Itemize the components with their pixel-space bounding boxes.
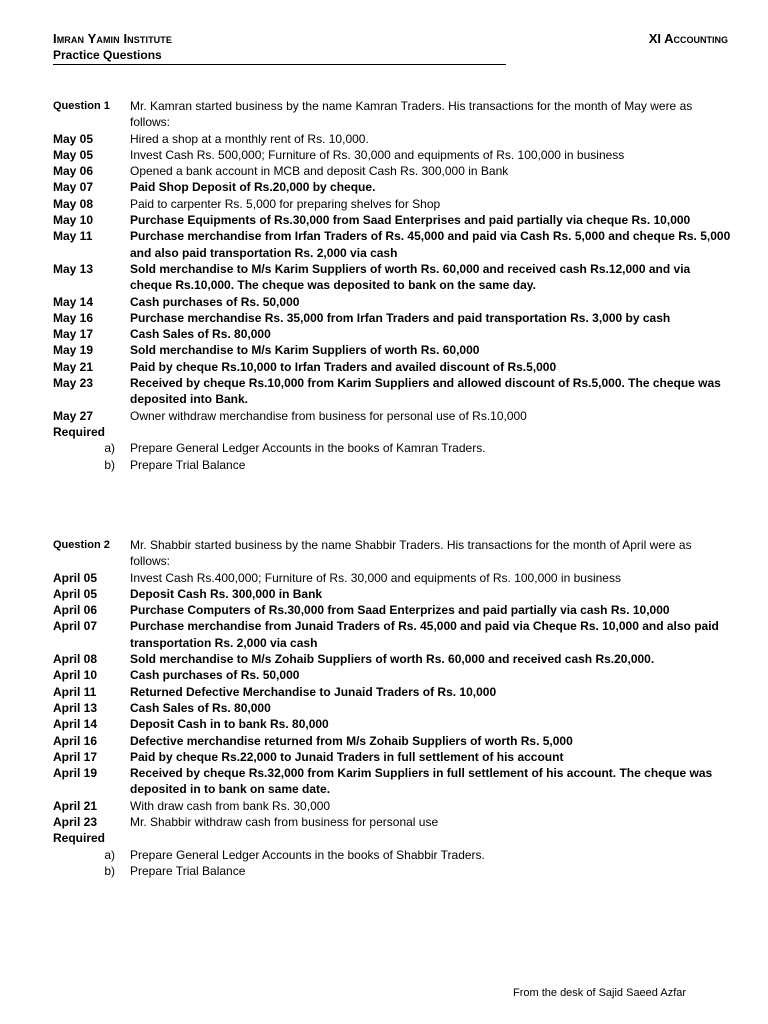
required-item-letter: a): [104, 847, 115, 862]
course-title: XI Accounting: [648, 31, 728, 46]
transaction-row: [53, 586, 733, 602]
transaction-date: May 23: [53, 376, 94, 391]
transaction-row: [53, 684, 733, 700]
transaction-date: April 16: [53, 733, 98, 748]
transaction-date: May 21: [53, 359, 94, 374]
transaction-row: [53, 261, 733, 294]
transaction-date: April 21: [53, 798, 98, 813]
transaction-text: Sold merchandise to M/s Karim Suppliers of worth Rs. 60,000 and received cash Rs.12,000 and via cheque Rs.10,000. The cheque was deposited to bank on the same day.: [130, 261, 691, 293]
transaction-row: [53, 602, 733, 618]
transaction-date: May 17: [53, 327, 94, 342]
transaction-text: Cash purchases of Rs. 50,000: [130, 668, 300, 683]
transaction-text: Received by cheque Rs.32,000 from Karim Suppliers in full settlement of his account. The cheque was deposited in to bank on same date.: [130, 766, 713, 797]
transaction-date: May 08: [53, 196, 94, 211]
transaction-date: April 13: [53, 700, 98, 715]
transaction-date: April 07: [53, 619, 98, 634]
transaction-text: Cash purchases of Rs. 50,000: [130, 294, 300, 309]
question-label: Question 2: [53, 539, 110, 551]
transaction-text: Owner withdraw merchandise from business for personal use of Rs.10,000: [130, 408, 527, 423]
transaction-text: Purchase merchandise from Junaid Traders of Rs. 45,000 and paid via Cheque Rs. 10,000 and also paid transportation Rs. 2,000 via cash: [130, 619, 719, 650]
required-item-text: Prepare General Ledger Accounts in the books of Kamran Traders.: [130, 441, 486, 456]
required-heading: Required: [53, 831, 106, 846]
transaction-date: May 11: [53, 229, 93, 244]
required-item-letter: b): [104, 863, 115, 878]
transaction-date: May 16: [53, 310, 94, 325]
transaction-row: [53, 212, 733, 228]
transaction-row: [53, 765, 733, 798]
transaction-row: [53, 326, 733, 342]
transaction-date: May 05: [53, 131, 94, 146]
transaction-date: April 19: [53, 766, 98, 781]
transaction-text: Purchase Computers of Rs.30,000 from Saad Enterprizes and paid partially via cash Rs. 10,000: [130, 603, 670, 618]
institute-name: Imran Yamin Institute: [53, 31, 172, 46]
transaction-row: [53, 814, 733, 830]
question-label: Question 1: [53, 100, 110, 112]
required-item-text: Prepare General Ledger Accounts in the books of Shabbir Traders.: [130, 847, 485, 862]
required-item: [53, 863, 733, 879]
transaction-row: [53, 342, 733, 358]
transaction-date: May 19: [53, 343, 94, 358]
required-item-text: Prepare Trial Balance: [130, 863, 246, 878]
transaction-list: [53, 570, 733, 831]
transaction-text: Defective merchandise returned from M/s Zohaib Suppliers of worth Rs. 5,000: [130, 733, 573, 748]
question-intro: Mr. Kamran started business by the name Kamran Traders. His transactions for the month of May were as follows:: [130, 99, 693, 130]
transaction-row: [53, 179, 733, 195]
transaction-text: Mr. Shabbir withdraw cash from business for personal use: [130, 815, 439, 830]
transaction-text: Cash Sales of Rs. 80,000: [130, 700, 271, 715]
required-heading: Required: [53, 424, 106, 439]
transaction-row: [53, 651, 733, 667]
transaction-row: [53, 131, 733, 147]
transaction-text: Purchase merchandise from Irfan Traders of Rs. 45,000 and paid via Cash Rs. 5,000 and cheque Rs. 5,000 and also paid transportation Rs. 2,000 via cash: [130, 229, 731, 260]
transaction-text: Hired a shop at a monthly rent of Rs. 10,000.: [130, 131, 369, 146]
transaction-row: [53, 749, 733, 765]
transaction-text: Deposit Cash Rs. 300,000 in Bank: [130, 586, 323, 601]
transaction-date: May 07: [53, 180, 94, 195]
transaction-date: April 05: [53, 586, 98, 601]
document-subtitle: Practice Questions: [53, 48, 162, 62]
transaction-row: [53, 570, 733, 586]
required-item-letter: a): [104, 441, 115, 456]
transaction-text: Invest Cash Rs.400,000; Furniture of Rs. 30,000 and equipments of Rs. 100,000 in business: [130, 570, 621, 585]
transaction-date: May 27: [53, 408, 94, 423]
transaction-text: Received by cheque Rs.10,000 from Karim Suppliers and allowed discount of Rs.5,000. The cheque was deposited into Bank.: [130, 376, 721, 407]
transaction-list: [53, 131, 733, 424]
transaction-text: Returned Defective Merchandise to Junaid Traders of Rs. 10,000: [130, 684, 497, 699]
transaction-text: Purchase merchandise Rs. 35,000 from Irfan Traders and paid transportation Rs. 3,000 by cash: [130, 310, 671, 325]
transaction-row: [53, 294, 733, 310]
question-2: [53, 537, 733, 879]
transaction-row: [53, 618, 733, 651]
transaction-row: [53, 375, 733, 408]
question-1: [53, 98, 733, 473]
transaction-text: Paid by cheque Rs.10,000 to Irfan Traders and availed discount of Rs.5,000: [130, 359, 557, 374]
question-intro-row: [53, 98, 733, 131]
transaction-text: Sold merchandise to M/s Zohaib Suppliers of worth Rs. 60,000 and received cash Rs.20,000.: [130, 652, 655, 667]
transaction-date: April 05: [53, 570, 98, 585]
transaction-date: May 06: [53, 164, 94, 179]
header-divider: [53, 64, 506, 65]
transaction-date: April 06: [53, 603, 98, 618]
transaction-text: Purchase Equipments of Rs.30,000 from Saad Enterprises and paid partially via cheque Rs. 10,000: [130, 213, 691, 228]
required-item: [53, 440, 733, 456]
transaction-text: Invest Cash Rs. 500,000; Furniture of Rs. 30,000 and equipments of Rs. 100,000 in business: [130, 147, 625, 162]
required-item-text: Prepare Trial Balance: [130, 457, 246, 472]
header-left: [53, 30, 508, 63]
transaction-date: April 17: [53, 749, 98, 764]
transaction-row: [53, 408, 733, 424]
transaction-date: April 14: [53, 717, 98, 732]
transaction-row: [53, 733, 733, 749]
question-intro: Mr. Shabbir started business by the name Shabbir Traders. His transactions for the month of April were as follows:: [130, 538, 692, 569]
transaction-row: [53, 147, 733, 163]
transaction-row: [53, 798, 733, 814]
transaction-text: Paid by cheque Rs.22,000 to Junaid Traders in full settlement of his account: [130, 749, 564, 764]
required-item: [53, 847, 733, 863]
footer-credit: From the desk of Sajid Saeed Azfar: [513, 987, 687, 999]
transaction-row: [53, 667, 733, 683]
transaction-row: [53, 310, 733, 326]
required-item-letter: b): [104, 457, 115, 472]
transaction-row: [53, 700, 733, 716]
transaction-text: Paid Shop Deposit of Rs.20,000 by cheque.: [130, 180, 376, 195]
transaction-text: Paid to carpenter Rs. 5,000 for preparing shelves for Shop: [130, 196, 441, 211]
required-heading-row: [53, 830, 733, 846]
transaction-date: May 05: [53, 147, 94, 162]
transaction-row: [53, 228, 733, 261]
question-intro-row: [53, 537, 733, 570]
required-item: [53, 457, 733, 473]
transaction-date: April 08: [53, 652, 98, 667]
transaction-row: [53, 359, 733, 375]
transaction-text: Deposit Cash in to bank Rs. 80,000: [130, 717, 329, 732]
transaction-date: May 14: [53, 294, 94, 309]
transaction-text: Cash Sales of Rs. 80,000: [130, 327, 271, 342]
transaction-row: [53, 716, 733, 732]
transaction-date: May 10: [53, 213, 94, 228]
transaction-date: April 11: [53, 684, 97, 699]
transaction-row: [53, 196, 733, 212]
transaction-date: April 23: [53, 815, 98, 830]
required-heading-row: [53, 424, 733, 440]
transaction-text: With draw cash from bank Rs. 30,000: [130, 798, 331, 813]
transaction-row: [53, 163, 733, 179]
transaction-text: Opened a bank account in MCB and deposit Cash Rs. 300,000 in Bank: [130, 164, 509, 179]
transaction-date: May 13: [53, 261, 94, 276]
transaction-date: April 10: [53, 668, 98, 683]
transaction-text: Sold merchandise to M/s Karim Suppliers of worth Rs. 60,000: [130, 343, 480, 358]
